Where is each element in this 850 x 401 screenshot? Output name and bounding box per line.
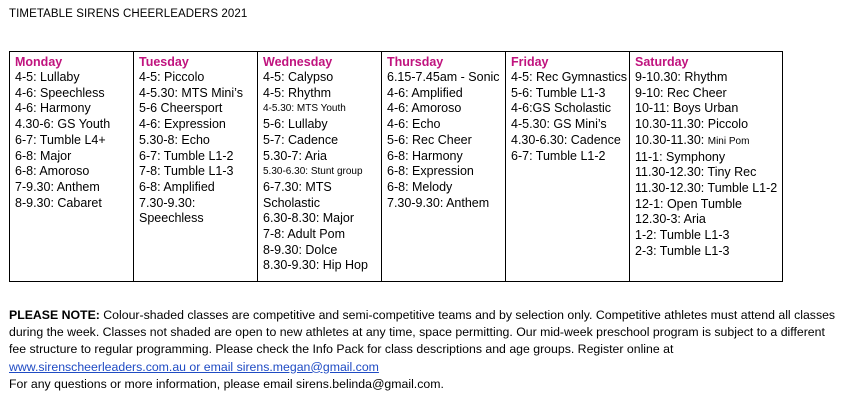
notice-body: Colour-shaded classes are competitive and semi-competitive teams and by selection only. Competitive athletes must attend all classes during the week. Classes not shaded are open to new athletes at any time, space permitting. Our mid-week preschool program is subject to a different fee structure to regular programming. Please check the Info Pack for class descriptions and age groups. Register online at [9,308,836,357]
class-entry: 4-6: Expression [139,117,226,132]
day-heading: Monday [15,55,63,69]
class-entry: 10-11: Boys Urban [635,101,739,116]
class-entry: 11-1: Symphony [635,149,726,164]
day-heading: Thursday [387,55,444,69]
class-entry: 7-8: Tumble L1-3 [139,164,234,179]
class-entry: 8-9.30: Cabaret [15,195,102,210]
class-entry: 12-1: Open Tumble [635,196,743,211]
day-heading: Wednesday [263,55,333,69]
class-entry: 4.30-6: GS Youth [15,117,111,132]
notice-label: PLEASE NOTE: [9,308,100,322]
class-entry: 6-7.30: MTS Scholastic [263,179,332,210]
class-entry: 4-6: Speechless [15,85,105,100]
class-entry: 6-8: Amplified [139,179,215,194]
class-entry: 4-5.30: MTS Youth [263,103,346,115]
register-link[interactable]: www.sirenscheerleaders.com.au or email sirens.megan@gmail.com [9,359,379,374]
class-entry: 4-6: Amplified [387,85,463,100]
day-heading: Tuesday [139,55,189,69]
class-entry: 4-5.30: GS Mini’s [511,117,607,132]
class-entry: 7-8: Adult Pom [263,227,345,242]
page-title: TIMETABLE SIRENS CHEERLEADERS 2021 [9,8,248,20]
day-column-thursday [382,52,506,282]
class-entry: 11.30-12.30: Tiny Rec [635,165,757,180]
class-entry: 10.30-11.30: Mini Pom [635,132,750,147]
class-entry: 7-9.30: Anthem [15,179,100,194]
class-entry: 5-7: Cadence [263,132,339,147]
class-entry: 5.30-8: Echo [139,132,210,147]
class-entry: 5-6: Tumble L1-3 [511,85,606,100]
class-entry: 4-5: Calypso [263,70,334,84]
class-entry: 4-6: Echo [387,117,441,132]
class-entry: 4-5: Lullaby [15,70,80,84]
class-entry: 5-6: Rec Cheer [387,132,472,147]
class-entry: 6-7: Tumble L4+ [15,132,106,147]
class-entry: 6-7: Tumble L1-2 [511,148,606,163]
class-entry: 8.30-9.30: Hip Hop [263,258,368,273]
class-entry: 4-5.30: MTS Mini’s [139,85,243,100]
class-entry: 2-3: Tumble L1-3 [635,243,730,258]
class-entry: 6.15-7.45am - Sonic [387,70,500,84]
day-column-wednesday [258,52,382,282]
day-heading: Saturday [635,55,689,69]
class-entry: 5-6 Cheersport [139,101,223,116]
class-entry: 6-8: Amoroso [15,164,90,179]
class-entry: 1-2: Tumble L1-3 [635,228,730,243]
notice [9,307,843,393]
class-entry: 4-5: Rec Gymnastics [511,70,628,84]
day-column-saturday [630,52,783,282]
day-column-tuesday [134,52,258,282]
class-entry: 6-8: Harmony [387,148,463,163]
class-entry: 7.30-9.30: Anthem [387,195,490,210]
class-entry: 10.30-11.30: Piccolo [635,117,749,132]
class-entry: 6-7: Tumble L1-2 [139,148,234,163]
contact-line: For any questions or more information, please email sirens.belinda@gmail.com. [9,376,444,391]
class-entry: 4.30-6.30: Cadence [511,132,621,147]
class-entry: 6-8: Expression [387,164,474,179]
day-heading: Friday [511,55,549,69]
class-entry: 5.30-7: Aria [263,148,327,163]
class-entry: 11.30-12.30: Tumble L1-2 [635,180,778,195]
class-entry: 6.30-8.30: Major [263,211,355,226]
timetable [9,51,783,282]
class-entry: 4-5: Rhythm [263,85,332,100]
class-entry: 4-6: Harmony [15,101,91,116]
day-column-monday [10,52,134,282]
class-entry: 12.30-3: Aria [635,212,706,227]
class-entry: 9-10: Rec Cheer [635,85,727,100]
class-entry: 9-10.30: Rhythm [635,70,728,84]
class-entry: 7.30-9.30: Speechless [139,195,204,226]
class-entry: 6-8: Melody [387,179,453,194]
class-entry: 5-6: Lullaby [263,117,328,132]
class-entry: 4-6:GS Scholastic [511,101,612,116]
timetable-row [10,52,783,282]
class-entry: 4-5: Piccolo [139,70,205,84]
class-entry: 5.30-6.30: Stunt group [263,166,363,178]
class-entry: 8-9.30: Dolce [263,242,338,257]
class-entry: 4-6: Amoroso [387,101,462,116]
class-entry: 6-8: Major [15,148,72,163]
day-column-friday [506,52,630,282]
